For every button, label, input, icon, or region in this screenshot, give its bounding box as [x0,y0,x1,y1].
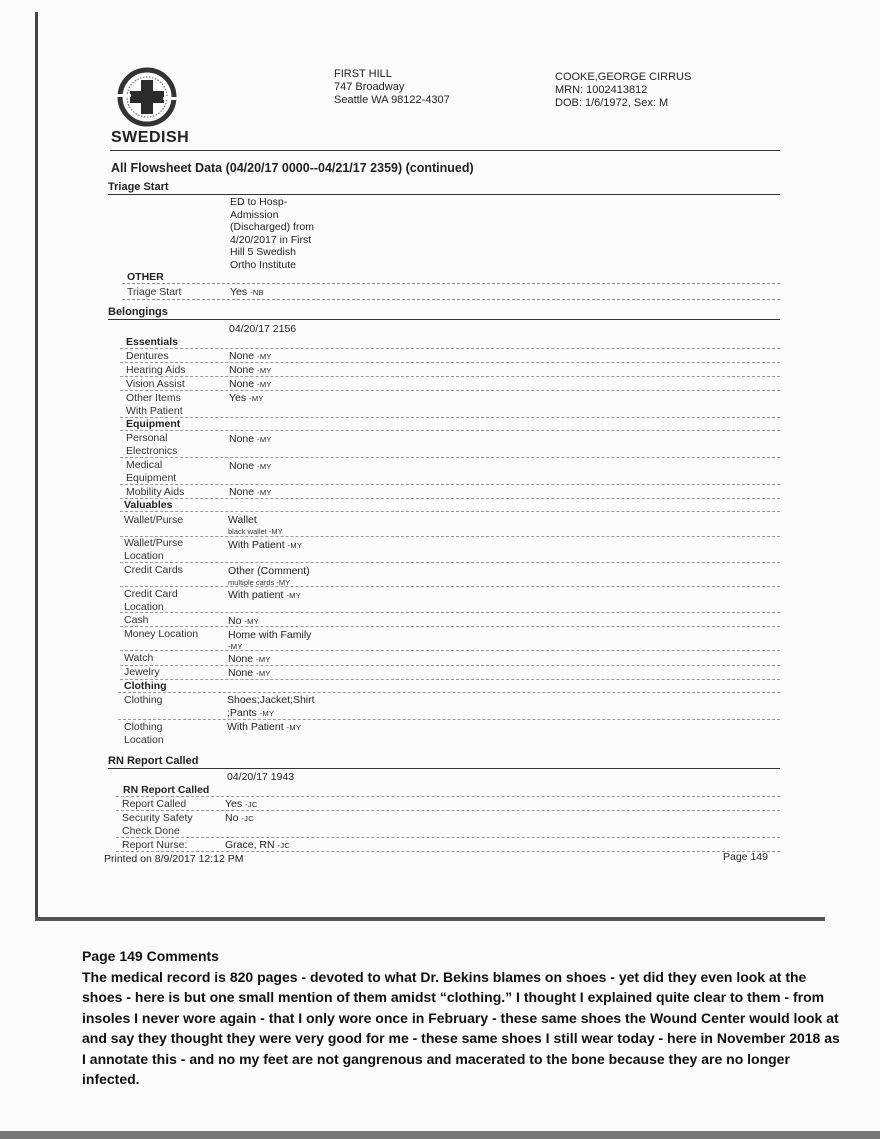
initials: -MY [257,352,272,361]
initials: -JC [241,814,254,823]
value-text: Yes [225,798,243,810]
label-line: Equipment [126,471,177,484]
printed-on: Printed on 8/9/2017 12:12 PM [104,853,244,865]
admission-line: Ortho Institute [230,258,296,271]
value-text: None [229,486,255,498]
row-divider [116,810,780,811]
medical-equipment-label [126,459,176,484]
label-line: Medical [126,459,163,471]
facility-name: FIRST HILL [334,68,392,80]
clothing-heading: Clothing [124,680,167,692]
other-items-value [229,392,264,406]
section-rn-report: RN Report Called [108,755,199,767]
admission-line: Hill 5 Swedish [230,246,296,258]
scan-border-bottom [35,917,825,921]
row-divider [122,283,780,284]
initials: -MY [257,366,272,375]
swedish-logo-icon [112,66,182,136]
initials: -MY [286,591,302,600]
label-line: Location [124,733,164,746]
other-items-label [126,392,183,417]
label-line: Electronics [126,444,178,457]
label-line: Credit Card [124,588,178,600]
value-text: None [229,433,255,445]
scan-bottom-bar [0,1131,880,1139]
initials: -MY [244,617,260,626]
row-divider [120,362,780,363]
facility-street: 747 Broadway [334,81,405,93]
value-text: No [228,615,242,627]
value-text: None [229,364,255,376]
row-divider [116,851,780,852]
scan-border-left [35,12,38,920]
initials: -MY [286,723,302,732]
row-divider [120,679,780,680]
initials: -MY [256,669,271,678]
logo-text: SWEDISH [111,129,190,146]
label-line: With Patient [126,404,183,417]
row-divider [120,562,780,563]
credit-card-location-label [124,588,178,613]
initials: -MY [256,655,271,664]
label-line: Clothing [124,721,163,733]
rn-timestamp: 04/20/17 1943 [227,771,295,783]
wallet-purse-label: Wallet/Purse [124,514,184,526]
value-text: With Patient [227,721,284,733]
label-line: Other Items [126,392,181,404]
admission-line: ED to Hosp- [230,196,288,208]
essentials-heading: Essentials [126,336,178,348]
facility-address [334,68,450,107]
facility-city: Seattle WA 98122-4307 [334,94,450,106]
row-divider [120,650,780,651]
value-text: None [229,350,255,362]
row-divider [118,692,780,693]
clothing-label: Clothing [124,694,163,706]
value-line: Shoes;Jacket;Shirt [227,694,315,706]
wallet-location-label [124,537,183,562]
rn-report-heading: RN Report Called [123,784,210,796]
row-divider [120,348,780,349]
value-text: Yes [230,286,248,298]
initials: -MY [259,708,275,718]
label-line: Check Done [122,824,180,837]
jewelry-label: Jewelry [124,666,160,678]
money-location-value: Home with Family [228,629,312,641]
wallet-purse-comment: black wallet -MY [228,527,283,536]
value-text: With patient [228,589,284,601]
value-text: Yes [229,392,247,404]
row-divider [122,299,780,300]
page-comments [82,946,842,1090]
comments-title: Page 149 Comments [82,948,219,964]
clothing-location-value [227,721,301,735]
value-text: None [228,667,254,679]
watch-label: Watch [124,652,154,664]
header-divider [110,150,780,151]
label-line: Location [124,549,164,562]
row-divider [120,612,780,613]
label-line: Location [124,600,164,613]
label-line: Security Safety [122,812,193,824]
row-divider [120,390,780,391]
admission-note [230,196,314,271]
equipment-heading: Equipment [126,418,181,430]
value-text: No [225,812,239,824]
patient-dob: DOB: 1/6/1972, Sex: M [555,97,669,109]
value-text: ;Pants [227,706,257,719]
value-text: With Patient [228,539,285,551]
initials: -MY [257,380,272,389]
clothing-location-label [124,721,164,746]
vision-assist-label: Vision Assist [126,378,185,390]
dentures-label: Dentures [126,350,169,362]
patient-name: COOKE,GEORGE CIRRUS [555,71,692,83]
initials: -MY [257,435,272,444]
credit-cards-label: Credit Cards [124,564,183,576]
row-divider [120,536,780,537]
money-location-initials: -MY [228,642,243,651]
credit-card-location-value [228,589,301,603]
wallet-purse-value: Wallet [228,514,257,526]
other-heading: OTHER [127,271,164,283]
security-safety-label [122,812,193,837]
initials: -MY [249,394,264,403]
page-number: Page 149 [723,851,768,863]
row-divider [120,376,780,377]
row-divider [120,457,780,458]
row-divider [120,665,780,666]
hearing-aids-label: Hearing Aids [126,364,186,376]
patient-mrn: MRN: 1002413812 [555,84,648,96]
security-safety-value [225,812,254,826]
report-nurse-label: Report Nurse: [122,839,188,851]
row-divider [120,417,780,418]
row-divider [120,430,780,431]
comments-body: The medical record is 820 pages - devoted to what Dr. Bekins blames on shoes - yet did they even look at the shoes - here is but one small mention of them amidst “clothing.” I thought I explained quite clear to them - from insoles I never wore again - that I only wore once in February - these same shoes the Wound Center would look at and say they thought they were very good for me - these same shoes I still wear today - here in November 2018 as I annotate this - and no my feet are not gangrenous and macerated to the bone because they are no longer infected. [82,968,840,1087]
triage-start-label: Triage Start [127,286,182,298]
value-text: None [229,460,255,472]
initials: -MY [257,462,272,471]
label-line: Wallet/Purse [124,537,184,549]
cash-label: Cash [124,614,149,626]
initials: -MY [257,488,272,497]
value-text: None [229,378,255,390]
admission-line: Admission [230,208,279,221]
credit-cards-comment: multiple cards -MY [228,578,291,587]
patient-info [555,71,691,110]
belongings-timestamp: 04/20/17 2156 [229,323,297,335]
medical-equipment-value [229,460,272,474]
row-divider [116,796,780,797]
report-called-label: Report Called [122,798,187,810]
admission-line: 4/20/2017 in First [230,233,312,246]
personal-electronics-label [126,432,177,457]
clothing-value [227,694,315,720]
row-divider [120,586,780,587]
initials: -NB [250,288,264,297]
section-belongings: Belongings [108,306,168,318]
credit-cards-value: Other (Comment) [228,565,310,577]
initials: -MY [287,541,303,550]
section-triage-start: Triage Start [108,181,169,193]
row-divider [120,626,780,627]
valuables-heading: Valuables [124,499,173,511]
row-divider [116,837,780,838]
row-divider [120,484,780,485]
initials: -JC [277,841,291,850]
row-divider [120,511,780,512]
mobility-aids-label: Mobility Aids [126,486,185,498]
label-line: Personal [126,432,168,444]
flowsheet-title: All Flowsheet Data (04/20/17 0000--04/21/17 2359) (continued) [111,161,474,175]
row-divider [120,498,780,499]
admission-line: (Discharged) from [230,221,315,233]
row-divider [118,719,780,720]
money-location-label: Money Location [124,628,199,640]
wallet-location-value [228,539,302,553]
value-text: None [228,653,254,665]
triage-start-value [230,286,264,300]
initials: -JC [245,800,258,809]
personal-electronics-value [229,433,272,447]
value-text: Grace, RN [225,839,275,851]
value-line [227,707,315,721]
